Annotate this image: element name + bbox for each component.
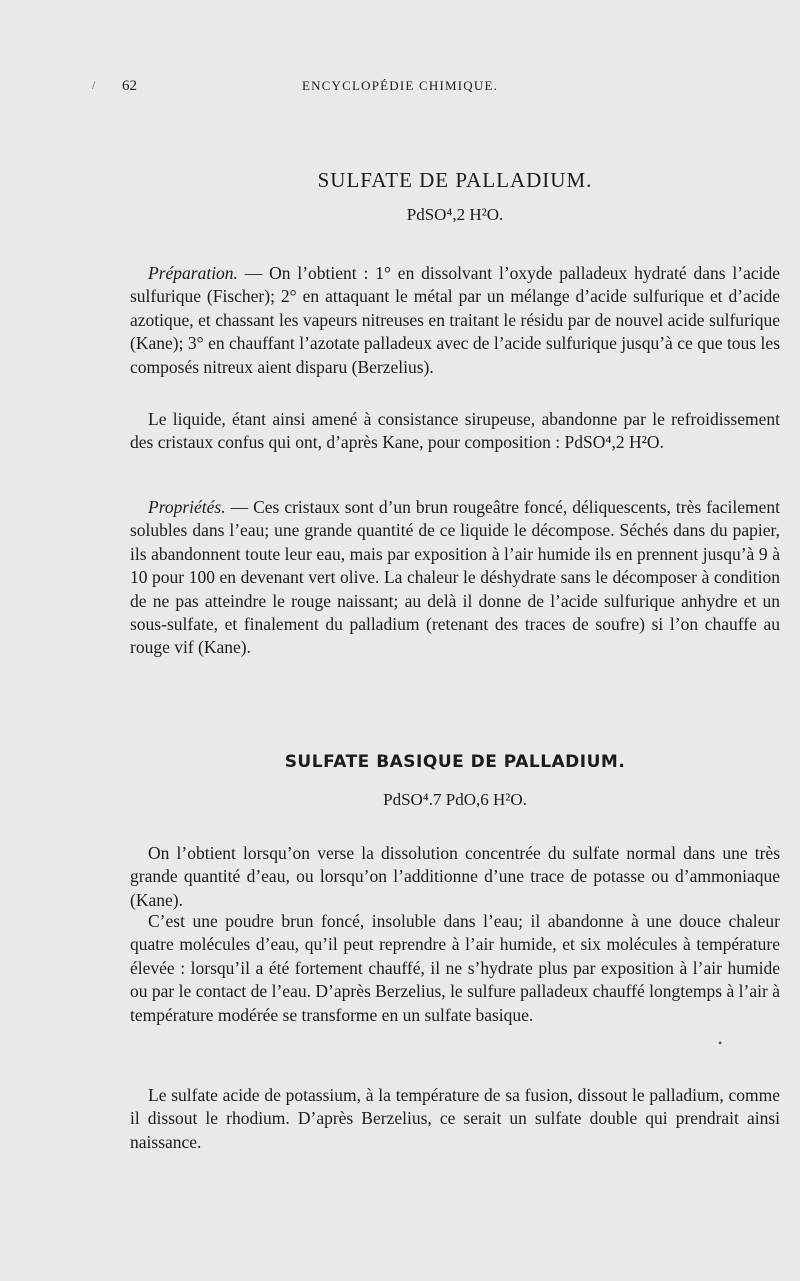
preparation-lead: Préparation. — [148, 263, 238, 283]
properties-text: — Ces cristaux sont d’un brun rougeâtre foncé, déliquescents, très facilement solubles dans l’eau; une grande quantité de ce liquide le décompose. Séchés dans du papier, ils abandonnent toute leur eau, mais par exposition à l’air humide ils en prennent jusqu’à 9 à 10 pour 100 en devenant vert olive. La chaleur le déshydrate sans le décomposer à condition de ne pas atteindre le rouge naissant; au delà il donne de l’acide sulfurique anhydre et un sous-sulfate, et finalement du palladium (retenant des traces de soufre) si l’on chauffe au rouge vif (Kane). — [130, 497, 780, 658]
properties-lead: Propriétés. — [148, 497, 226, 517]
basic-sulfate-paragraph-2: C’est une poudre brun foncé, insoluble dans l’eau; il abandonne à une douce chaleur quatre molécules d’eau, qu’il peut reprendre à l’air humide, et six molécules à température élevée : lorsqu’il a été fortement chauffé, il ne s’hydrate plus par exposition à l’air humide ou par le contact de l’eau. D’après Berzelius, le sulfure palladeux chauffé longtemps à l’air à température modérée se transforme en un sulfate basique. — [130, 911, 780, 1025]
formula-basic-sulfate: PdSO⁴.7 PdO,6 H²O. — [383, 790, 527, 809]
preparation-text: — On l’obtient : 1° en dissolvant l’oxyde palladeux hydraté dans l’acide sulfurique (Fischer); 2° en attaquant le métal par un mélange d’acide sulfurique et d’acide azotique, et chassant les vapeurs nitreuses en traitant le résidu par de nouvel acide sulfurique (Kane); 3° en chauffant l’azotate palladeux avec de l’acide sulfurique jusqu’à ce que tous les composés nitreux aient disparu (Berzelius). — [130, 263, 780, 377]
acid-sulfate-paragraph: Le sulfate acide de potassium, à la température de sa fusion, dissout le palladium, comme il dissout le rhodium. D’après Berzelius, ce serait un sulfate double qui prendrait ainsi naissance. — [130, 1085, 780, 1152]
stray-mark: • — [718, 1036, 723, 1050]
basic-sulfate-paragraph-1: On l’obtient lorsqu’on verse la dissolution concentrée du sulfate normal dans une très grande quantité d’eau, ou lorsqu’on l’additionne d’une trace de potasse ou d’ammoniaque (Kane). — [130, 843, 780, 910]
running-title: ENCYCLOPÉDIE CHIMIQUE. — [301, 78, 499, 93]
preparation-paragraph — [130, 262, 780, 379]
page-number: 62 — [122, 78, 137, 94]
section-title-sulfate: SULFATE DE PALLADIUM. — [317, 168, 593, 192]
liquid-paragraph: Le liquide, étant ainsi amené à consistance sirupeuse, abandonne par le refroidissement des cristaux confus qui ont, d’après Kane, pour composition : PdSO⁴,2 H²O. — [130, 409, 780, 453]
margin-mark: / — [92, 78, 96, 92]
formula-sulfate: PdSO⁴,2 H²O. — [406, 205, 504, 224]
page-header — [0, 78, 800, 98]
properties-paragraph — [130, 496, 780, 660]
section-title-basic-sulfate: SULFATE BASIQUE DE PALLADIUM. — [284, 752, 626, 772]
